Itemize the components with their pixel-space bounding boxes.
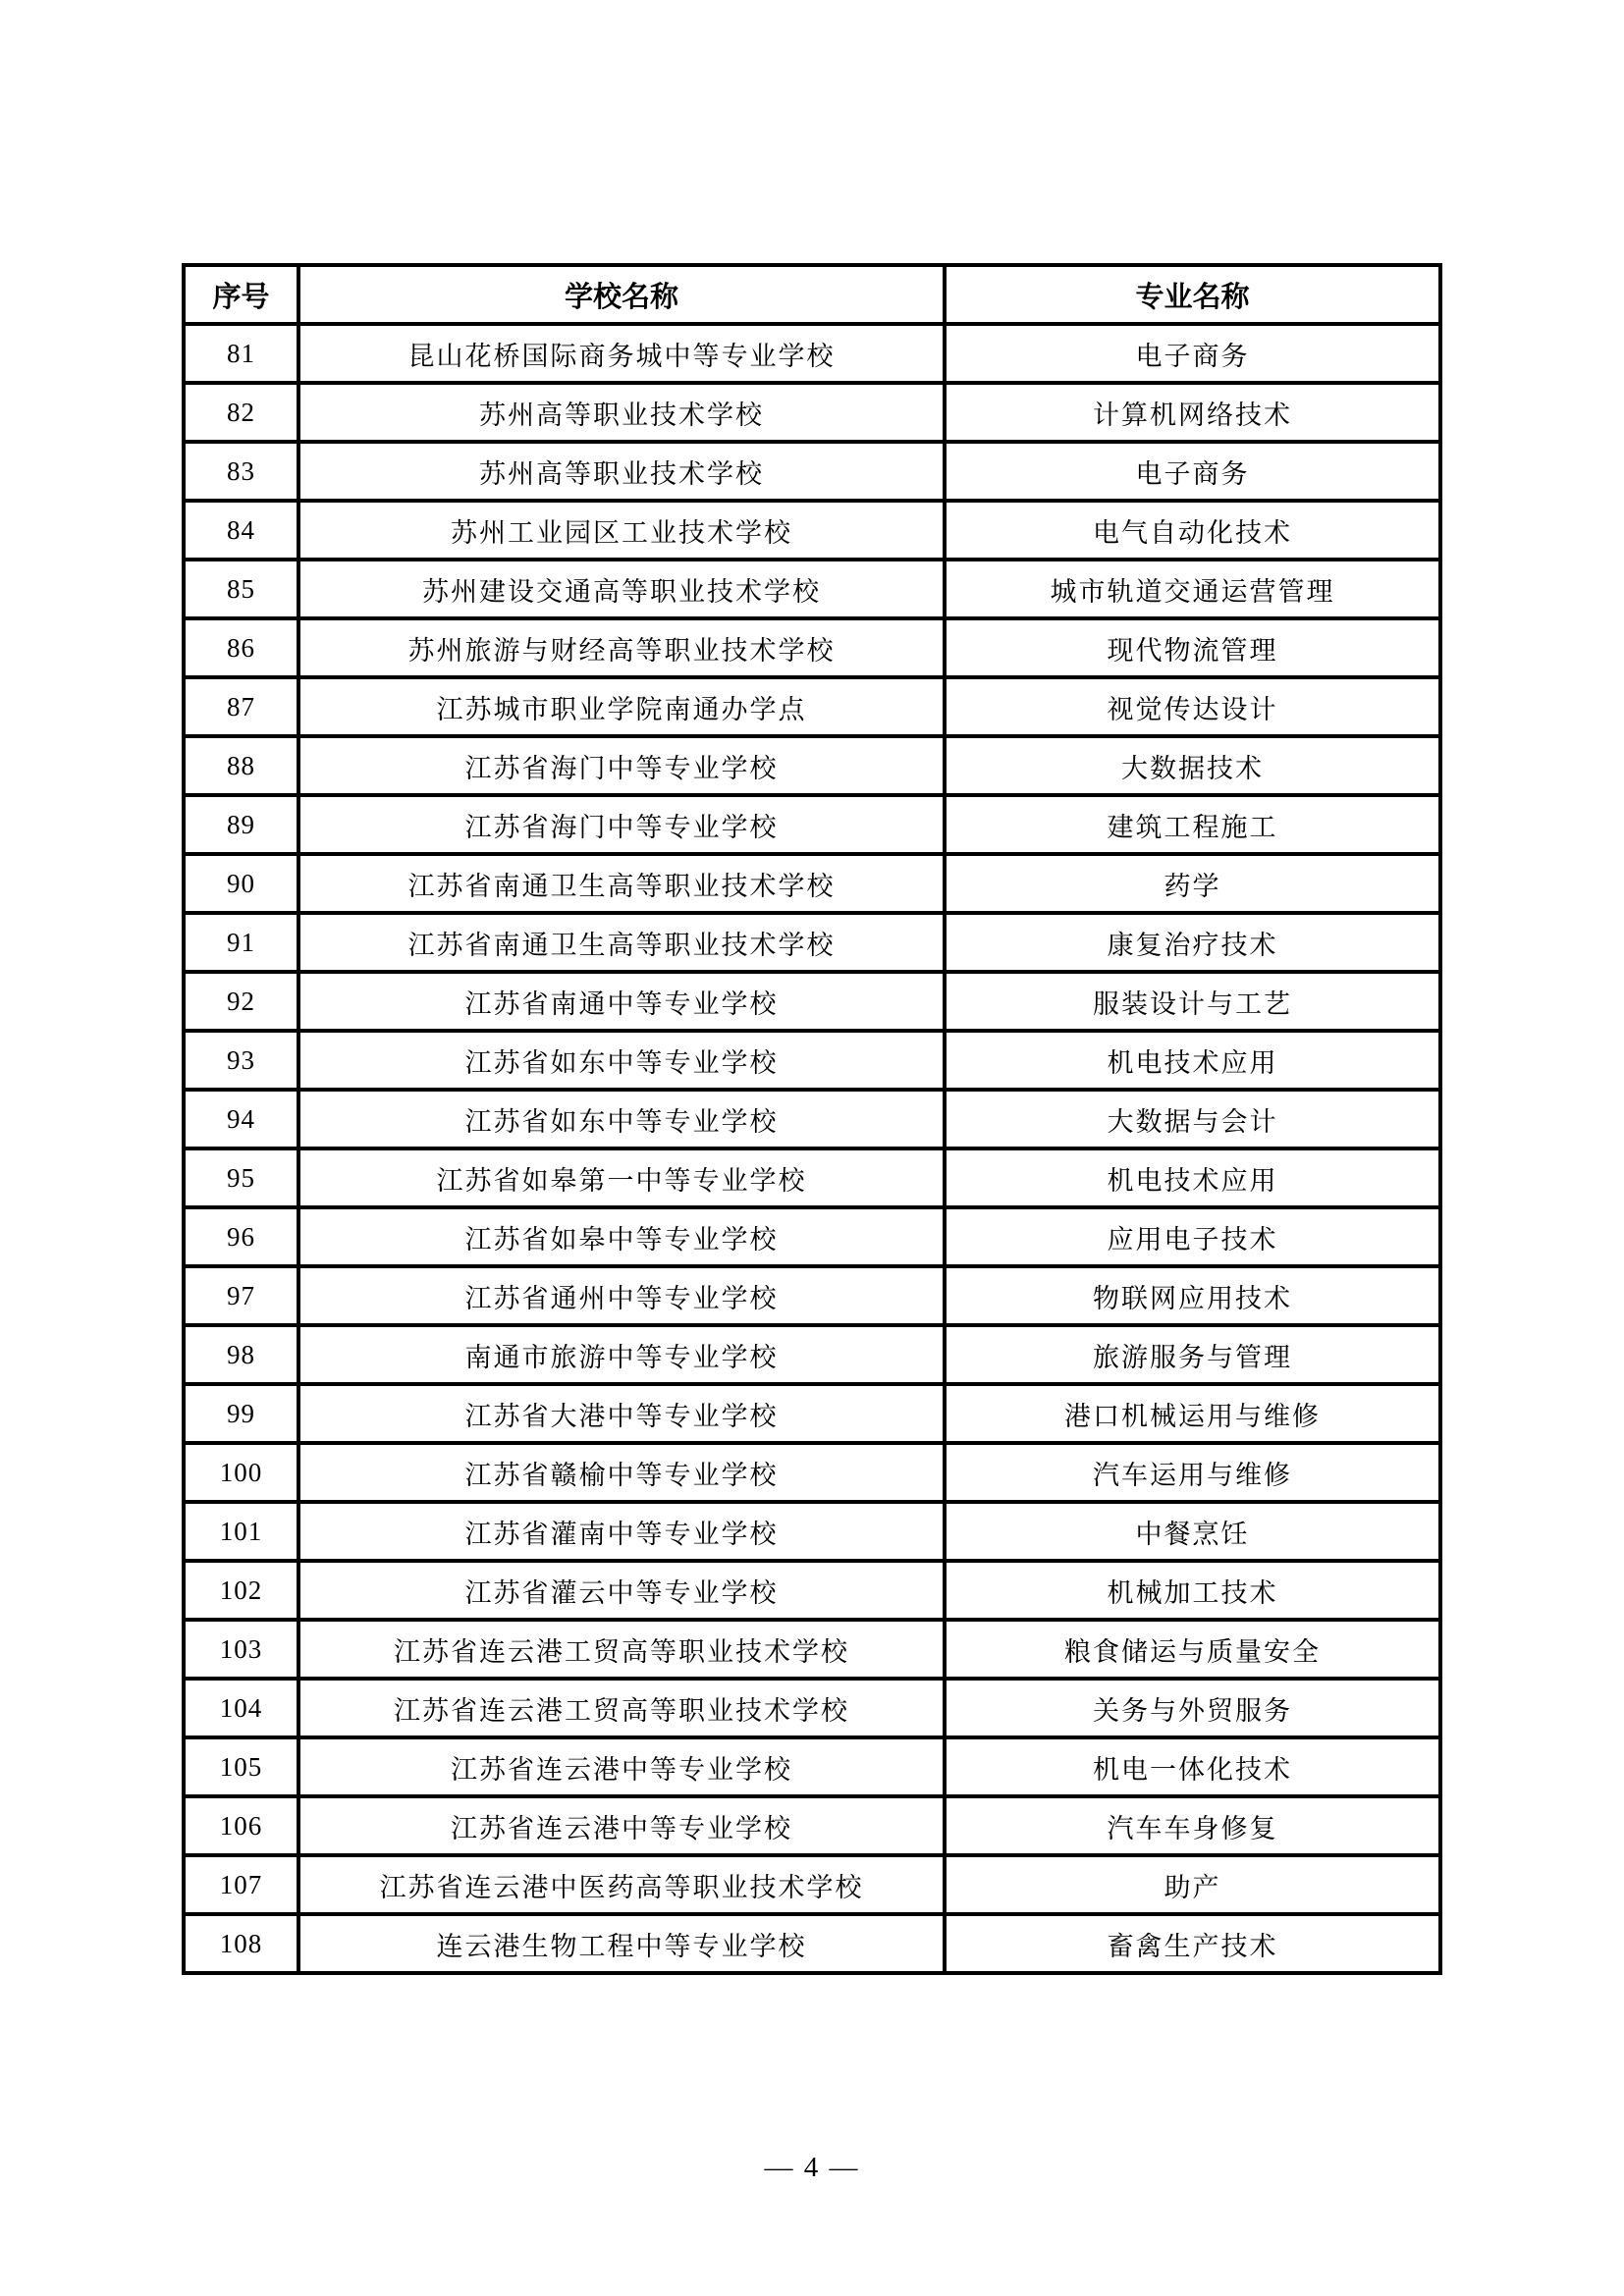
major-name-cell: 畜禽生产技术 <box>945 1914 1440 1973</box>
table-row <box>184 560 1440 618</box>
row-index-cell: 87 <box>184 677 298 736</box>
table-row <box>184 1737 1440 1796</box>
school-name-cell: 江苏省赣榆中等专业学校 <box>298 1443 945 1502</box>
col-header-major: 专业名称 <box>945 265 1440 324</box>
table-row <box>184 1855 1440 1914</box>
school-name-cell: 江苏省连云港工贸高等职业技术学校 <box>298 1679 945 1737</box>
table-row <box>184 1679 1440 1737</box>
school-name-cell: 苏州建设交通高等职业技术学校 <box>298 560 945 618</box>
school-name-cell: 江苏城市职业学院南通办学点 <box>298 677 945 736</box>
table-row <box>184 1207 1440 1266</box>
major-name-cell: 应用电子技术 <box>945 1207 1440 1266</box>
table-row <box>184 618 1440 677</box>
table-row <box>184 1796 1440 1855</box>
table-row <box>184 501 1440 560</box>
row-index-cell: 99 <box>184 1384 298 1443</box>
school-name-cell: 江苏省通州中等专业学校 <box>298 1266 945 1325</box>
school-name-cell: 江苏省海门中等专业学校 <box>298 795 945 854</box>
row-index-cell: 84 <box>184 501 298 560</box>
row-index-cell: 100 <box>184 1443 298 1502</box>
school-name-cell: 江苏省连云港中医药高等职业技术学校 <box>298 1855 945 1914</box>
school-name-cell: 江苏省灌云中等专业学校 <box>298 1561 945 1620</box>
major-name-cell: 中餐烹饪 <box>945 1502 1440 1561</box>
major-name-cell: 汽车运用与维修 <box>945 1443 1440 1502</box>
row-index-cell: 104 <box>184 1679 298 1737</box>
table-row <box>184 1266 1440 1325</box>
major-name-cell: 电子商务 <box>945 324 1440 383</box>
row-index-cell: 98 <box>184 1325 298 1384</box>
major-name-cell: 物联网应用技术 <box>945 1266 1440 1325</box>
major-name-cell: 计算机网络技术 <box>945 383 1440 442</box>
row-index-cell: 108 <box>184 1914 298 1973</box>
table-row <box>184 1031 1440 1090</box>
major-name-cell: 机电技术应用 <box>945 1031 1440 1090</box>
school-name-cell: 江苏省如东中等专业学校 <box>298 1031 945 1090</box>
row-index-cell: 97 <box>184 1266 298 1325</box>
table-row <box>184 1620 1440 1679</box>
table-row <box>184 736 1440 795</box>
row-index-cell: 86 <box>184 618 298 677</box>
major-name-cell: 机电技术应用 <box>945 1148 1440 1207</box>
school-name-cell: 昆山花桥国际商务城中等专业学校 <box>298 324 945 383</box>
table-row <box>184 1561 1440 1620</box>
table-row <box>184 1325 1440 1384</box>
col-header-index: 序号 <box>184 265 298 324</box>
row-index-cell: 107 <box>184 1855 298 1914</box>
row-index-cell: 89 <box>184 795 298 854</box>
table-row <box>184 1502 1440 1561</box>
major-name-cell: 机械加工技术 <box>945 1561 1440 1620</box>
major-name-cell: 康复治疗技术 <box>945 913 1440 972</box>
school-name-cell: 江苏省如东中等专业学校 <box>298 1090 945 1148</box>
school-name-cell: 苏州高等职业技术学校 <box>298 442 945 501</box>
page-number: — 4 — <box>764 2152 860 2183</box>
table-row <box>184 1443 1440 1502</box>
table-row <box>184 1148 1440 1207</box>
school-name-cell: 连云港生物工程中等专业学校 <box>298 1914 945 1973</box>
row-index-cell: 102 <box>184 1561 298 1620</box>
row-index-cell: 81 <box>184 324 298 383</box>
major-name-cell: 现代物流管理 <box>945 618 1440 677</box>
row-index-cell: 82 <box>184 383 298 442</box>
row-index-cell: 90 <box>184 854 298 913</box>
table-row <box>184 854 1440 913</box>
col-header-school: 学校名称 <box>298 265 945 324</box>
major-name-cell: 旅游服务与管理 <box>945 1325 1440 1384</box>
table-header-row <box>184 265 1440 324</box>
row-index-cell: 94 <box>184 1090 298 1148</box>
major-name-cell: 电子商务 <box>945 442 1440 501</box>
table-row <box>184 795 1440 854</box>
row-index-cell: 106 <box>184 1796 298 1855</box>
school-name-cell: 苏州旅游与财经高等职业技术学校 <box>298 618 945 677</box>
major-name-cell: 助产 <box>945 1855 1440 1914</box>
school-name-cell: 江苏省如皋第一中等专业学校 <box>298 1148 945 1207</box>
table-row <box>184 383 1440 442</box>
row-index-cell: 101 <box>184 1502 298 1561</box>
school-name-cell: 苏州高等职业技术学校 <box>298 383 945 442</box>
major-name-cell: 港口机械运用与维修 <box>945 1384 1440 1443</box>
table-row <box>184 1384 1440 1443</box>
row-index-cell: 93 <box>184 1031 298 1090</box>
table-row <box>184 1090 1440 1148</box>
table-row <box>184 324 1440 383</box>
row-index-cell: 95 <box>184 1148 298 1207</box>
row-index-cell: 91 <box>184 913 298 972</box>
table-row <box>184 1914 1440 1973</box>
school-major-table-container <box>182 263 1438 1975</box>
major-name-cell: 关务与外贸服务 <box>945 1679 1440 1737</box>
major-name-cell: 汽车车身修复 <box>945 1796 1440 1855</box>
school-name-cell: 江苏省南通卫生高等职业技术学校 <box>298 854 945 913</box>
row-index-cell: 92 <box>184 972 298 1031</box>
school-name-cell: 苏州工业园区工业技术学校 <box>298 501 945 560</box>
major-name-cell: 粮食储运与质量安全 <box>945 1620 1440 1679</box>
major-name-cell: 视觉传达设计 <box>945 677 1440 736</box>
school-name-cell: 江苏省连云港工贸高等职业技术学校 <box>298 1620 945 1679</box>
school-major-table <box>182 263 1442 1975</box>
school-name-cell: 江苏省连云港中等专业学校 <box>298 1796 945 1855</box>
row-index-cell: 103 <box>184 1620 298 1679</box>
major-name-cell: 大数据技术 <box>945 736 1440 795</box>
table-row <box>184 442 1440 501</box>
major-name-cell: 电气自动化技术 <box>945 501 1440 560</box>
school-name-cell: 江苏省灌南中等专业学校 <box>298 1502 945 1561</box>
major-name-cell: 药学 <box>945 854 1440 913</box>
major-name-cell: 建筑工程施工 <box>945 795 1440 854</box>
major-name-cell: 服装设计与工艺 <box>945 972 1440 1031</box>
school-name-cell: 江苏省南通中等专业学校 <box>298 972 945 1031</box>
row-index-cell: 85 <box>184 560 298 618</box>
major-name-cell: 大数据与会计 <box>945 1090 1440 1148</box>
school-name-cell: 江苏省海门中等专业学校 <box>298 736 945 795</box>
school-name-cell: 江苏省南通卫生高等职业技术学校 <box>298 913 945 972</box>
row-index-cell: 83 <box>184 442 298 501</box>
major-name-cell: 机电一体化技术 <box>945 1737 1440 1796</box>
major-name-cell: 城市轨道交通运营管理 <box>945 560 1440 618</box>
school-name-cell: 江苏省连云港中等专业学校 <box>298 1737 945 1796</box>
table-row <box>184 677 1440 736</box>
table-row <box>184 913 1440 972</box>
row-index-cell: 105 <box>184 1737 298 1796</box>
school-name-cell: 江苏省如皋中等专业学校 <box>298 1207 945 1266</box>
table-row <box>184 972 1440 1031</box>
row-index-cell: 88 <box>184 736 298 795</box>
school-name-cell: 南通市旅游中等专业学校 <box>298 1325 945 1384</box>
school-name-cell: 江苏省大港中等专业学校 <box>298 1384 945 1443</box>
row-index-cell: 96 <box>184 1207 298 1266</box>
